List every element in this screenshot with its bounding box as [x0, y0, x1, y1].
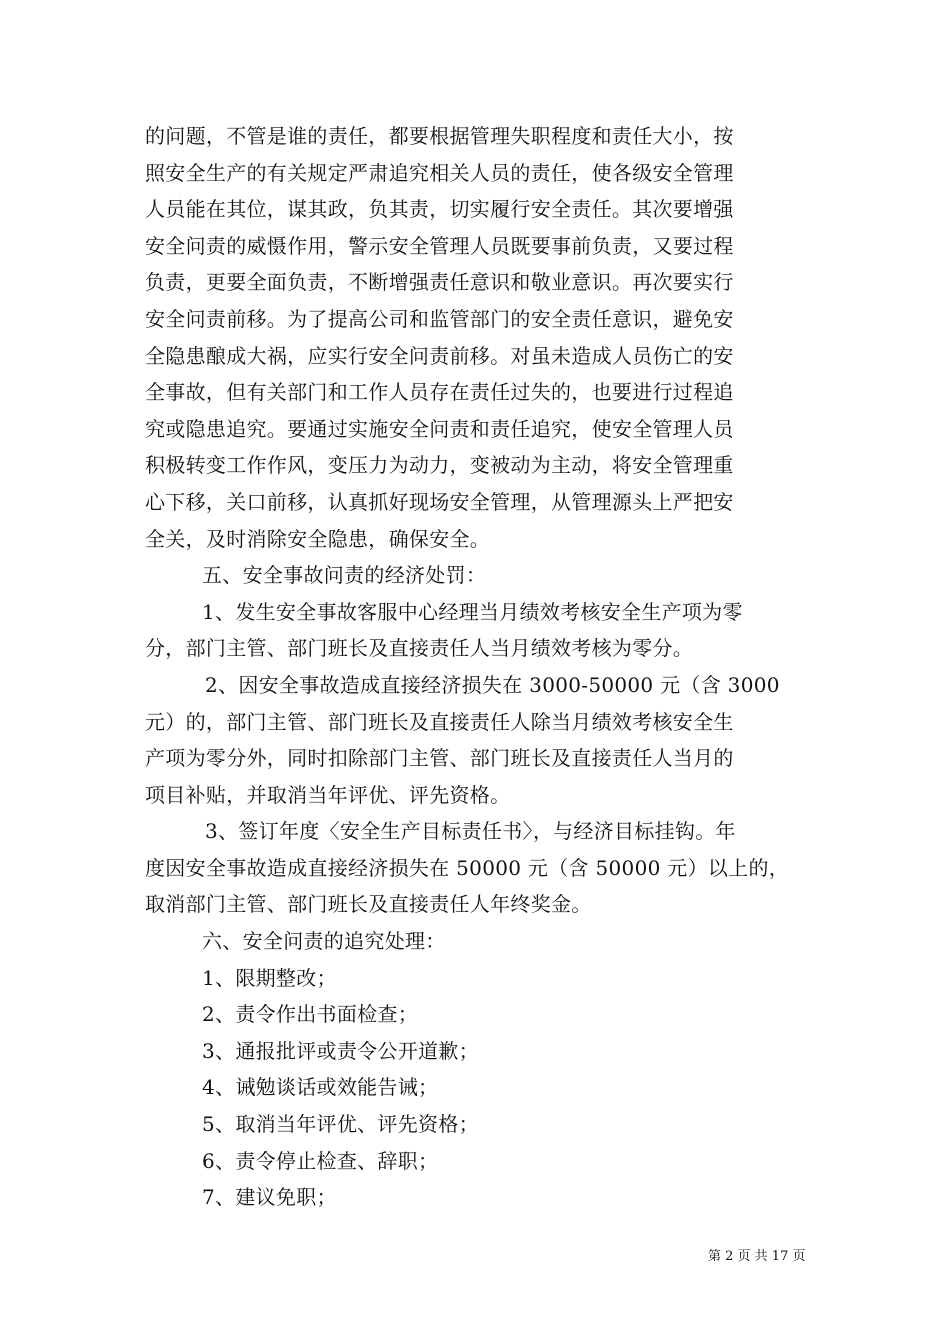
text-line: 产项为零分外，同时扣除部门主管、部门班长及直接责任人当月的 [145, 746, 734, 771]
text-line: 负责，更要全面负责，不断增强责任意识和敬业意识。再次要实行 [145, 270, 734, 295]
text-line: 人员能在其位，谋其政，负其责，切实履行安全责任。其次要增强 [145, 197, 734, 222]
list-item: 6、责令停止检查、辞职； [202, 1148, 439, 1173]
text-line: 1、发生安全事故客服中心经理当月绩效考核安全生产项为零 [202, 599, 743, 624]
text-line: 2、因安全事故造成直接经济损失在 3000-50000 元（含 3000 [205, 672, 780, 697]
text-line: 3、签订年度〈安全生产目标责任书〉，与经济目标挂钩。年 [205, 819, 736, 844]
text-line: 究或隐患追究。要通过实施安全问责和责任追究，使安全管理人员 [145, 416, 734, 441]
text-line: 安全问责前移。为了提高公司和监管部门的安全责任意识，避免安 [145, 306, 734, 331]
text-line: 心下移，关口前移，认真抓好现场安全管理，从管理源头上严把安 [145, 489, 734, 514]
text-line: 项目补贴，并取消当年评优、评先资格。 [145, 782, 511, 807]
list-item: 2、责令作出书面检查； [202, 1002, 419, 1027]
text-line: 积极转变工作作风，变压力为动力，变被动为主动，将安全管理重 [145, 453, 734, 478]
text-line: 元）的，部门主管、部门班长及直接责任人除当月绩效考核安全生 [145, 709, 734, 734]
document-body [145, 118, 815, 1216]
list-item: 5、取消当年评优、评先资格； [202, 1112, 479, 1137]
section-heading: 五、安全事故问责的经济处罚： [202, 563, 487, 588]
text-line: 分，部门主管、部门班长及直接责任人当月绩效考核为零分。 [145, 636, 694, 661]
list-item: 3、通报批评或责令公开道歉； [202, 1038, 479, 1063]
page-number-footer: 第 2 页 共 17 页 [708, 1249, 806, 1264]
text-line: 照安全生产的有关规定严肃追究相关人员的责任，使各级安全管理 [145, 160, 734, 185]
text-line: 度因安全事故造成直接经济损失在 50000 元（含 50000 元）以上的， [145, 855, 790, 880]
text-line: 全事故，但有关部门和工作人员存在责任过失的，也要进行过程追 [145, 380, 734, 405]
list-item: 7、建议免职； [202, 1185, 337, 1210]
text-line: 安全问责的威慑作用，警示安全管理人员既要事前负责，又要过程 [145, 233, 734, 258]
section-heading: 六、安全问责的追究处理： [202, 929, 446, 954]
list-item: 4、诫勉谈话或效能告诫； [202, 1075, 439, 1100]
text-line: 的问题，不管是谁的责任，都要根据管理失职程度和责任大小，按 [145, 124, 734, 148]
text-line: 取消部门主管、部门班长及直接责任人年终奖金。 [145, 892, 592, 917]
list-item: 1、限期整改； [202, 965, 337, 990]
text-line: 全隐患酿成大祸，应实行安全问责前移。对虽未造成人员伤亡的安 [145, 343, 734, 368]
text-line: 全关，及时消除安全隐患，确保安全。 [145, 526, 491, 551]
